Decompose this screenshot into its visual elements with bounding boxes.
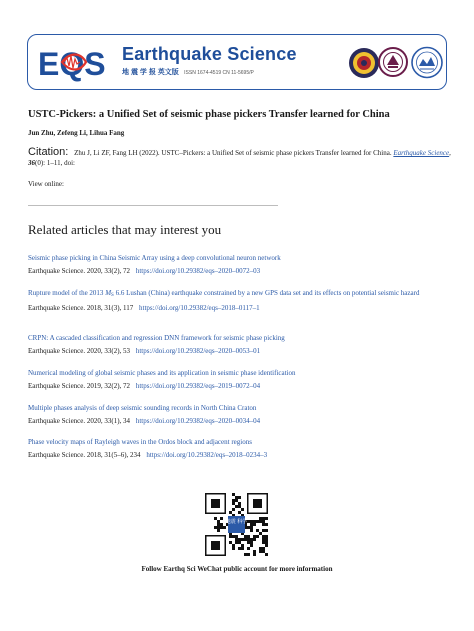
qr-module	[238, 511, 241, 514]
related-article-doi-link[interactable]: https://doi.org/10.29382/eqs–2020–0072–03	[135, 266, 261, 275]
qr-module	[238, 541, 241, 544]
journal-name: Earthquake Science	[122, 44, 297, 64]
citation-volume: 36	[28, 159, 35, 167]
related-article	[28, 289, 448, 313]
qr-module	[244, 535, 247, 538]
related-article-meta	[28, 382, 448, 392]
qr-module	[235, 496, 238, 499]
qr-module	[265, 535, 268, 538]
qr-module	[256, 535, 259, 538]
qr-module	[247, 541, 250, 544]
qr-module	[217, 523, 220, 526]
view-online-label: View online:	[28, 180, 64, 188]
journal-banner	[27, 34, 447, 90]
qr-module	[229, 535, 232, 538]
qr-module	[265, 538, 268, 541]
qr-module	[253, 550, 256, 553]
eqs-logo-icon	[36, 44, 116, 82]
qr-module	[262, 541, 265, 544]
related-article-doi-link[interactable]: https://doi.org/10.29382/eqs–2020–0034–04	[135, 416, 261, 425]
qr-module	[220, 517, 223, 520]
qr-module	[262, 529, 265, 532]
related-heading: Related articles that may interest you	[28, 222, 222, 237]
qr-module	[244, 538, 247, 541]
qr-module	[229, 511, 232, 514]
related-article-meta	[28, 347, 448, 357]
qr-module	[232, 493, 235, 496]
qr-module	[259, 517, 262, 520]
administration-seal-icon	[411, 46, 443, 79]
society-seal-icon	[348, 47, 380, 79]
qr-module	[253, 520, 256, 523]
qr-module	[223, 526, 226, 529]
qr-module	[262, 538, 265, 541]
qr-module	[232, 535, 235, 538]
qr-module	[247, 553, 250, 556]
related-article-source: Earthquake Science. 2020, 33(2), 72	[28, 266, 131, 275]
related-article-doi-link[interactable]: https://doi.org/10.29382/eqs–2020–0053–01	[135, 346, 261, 355]
related-article-title-link[interactable]: Multiple phases analysis of deep seismic sounding records in North China Craton	[28, 404, 257, 412]
qr-module	[259, 532, 262, 535]
qr-module	[262, 520, 265, 523]
related-article-title-link[interactable]	[28, 289, 419, 297]
qr-module	[265, 541, 268, 544]
qr-module	[220, 523, 223, 526]
magnitude-symbol: M	[105, 289, 112, 297]
qr-module	[232, 508, 235, 511]
qr-module	[217, 520, 220, 523]
logo-text: EQS	[38, 46, 106, 82]
qr-module	[214, 526, 217, 529]
qr-module	[265, 523, 268, 526]
qr-module	[265, 529, 268, 532]
qr-module	[241, 544, 244, 547]
qr-module	[238, 496, 241, 499]
qr-module	[232, 502, 235, 505]
qr-module	[244, 553, 247, 556]
citation-block: Citation: Zhu J, Li ZF, Fang LH (2022). USTC–Pickers: a Unified Set of seismic phase pickers Transfer learned for China. Earthquake Science, 36(0): 1–11, doi:	[28, 146, 451, 167]
citation-label: Citation:	[28, 146, 69, 158]
related-article-meta	[28, 451, 448, 461]
wechat-qr-code	[205, 493, 268, 556]
qr-module	[250, 541, 253, 544]
qr-module	[238, 502, 241, 505]
qr-module	[220, 526, 223, 529]
related-article-source: Earthquake Science. 2018, 31(5–6), 234	[28, 450, 141, 459]
qr-module	[247, 538, 250, 541]
qr-module	[232, 547, 235, 550]
qr-module	[241, 547, 244, 550]
qr-module	[238, 505, 241, 508]
article-title: USTC-Pickers: a Unified Set of seismic phase pickers Transfer learned for China	[28, 109, 390, 120]
qr-module	[235, 541, 238, 544]
qr-module	[238, 547, 241, 550]
qr-module	[235, 499, 238, 502]
qr-module	[262, 523, 265, 526]
journal-subtitle	[122, 67, 254, 77]
related-article-source: Earthquake Science. 2019, 32(2), 72	[28, 381, 131, 390]
qr-module	[259, 520, 262, 523]
qr-module	[253, 553, 256, 556]
qr-module	[262, 547, 265, 550]
related-article	[28, 404, 448, 426]
related-article-title-link[interactable]: Numerical modeling of global seismic phases and its application in seismic phase identification	[28, 369, 296, 377]
qr-module	[238, 538, 241, 541]
qr-module	[259, 547, 262, 550]
qr-module	[256, 520, 259, 523]
qr-finder-center	[211, 499, 220, 508]
qr-center-logo-text: 地震 科学	[225, 519, 248, 525]
journal-ids: ISSN 1674-4519 CN 11-5695/P	[184, 70, 254, 76]
qr-module	[241, 508, 244, 511]
qr-module	[253, 535, 256, 538]
qr-finder-center	[211, 541, 220, 550]
related-article-title-link[interactable]: Phase velocity maps of Rayleigh waves in the Ordos block and adjacent regions	[28, 438, 252, 446]
qr-module	[262, 517, 265, 520]
related-article-meta	[28, 267, 448, 277]
qr-module	[250, 523, 253, 526]
related-article-doi-link[interactable]: https://doi.org/10.29382/eqs–2018–0234–3	[146, 450, 268, 459]
qr-module	[265, 517, 268, 520]
qr-module	[217, 526, 220, 529]
qr-module	[247, 535, 250, 538]
qr-module	[253, 523, 256, 526]
qr-module	[232, 544, 235, 547]
related-article	[28, 334, 448, 356]
related-article-doi-link[interactable]: https://doi.org/10.29382/eqs–2018–0117–1	[139, 303, 260, 312]
qr-module	[229, 541, 232, 544]
journal-cn-name: 地 震 学 报 英文版	[122, 69, 179, 76]
qr-module	[247, 547, 250, 550]
magnitude-subscript: S	[111, 293, 114, 298]
article-authors: Jun Zhu, Zefeng Li, Lihua Fang	[28, 129, 125, 137]
qr-module	[250, 529, 253, 532]
qr-module	[265, 553, 268, 556]
citation-text: Zhu J, Li ZF, Fang LH (2022). USTC–Pickers: a Unified Set of seismic phase pickers Transfer learned for China.	[74, 149, 392, 157]
section-divider	[28, 205, 278, 206]
qr-module	[247, 520, 250, 523]
qr-module	[250, 544, 253, 547]
title-part: Rupture model of the 2013	[28, 289, 106, 297]
qr-module	[214, 517, 217, 520]
qr-module	[250, 538, 253, 541]
related-article-source: Earthquake Science. 2020, 33(2), 53	[28, 346, 131, 355]
qr-module	[250, 520, 253, 523]
qr-module	[262, 535, 265, 538]
qr-module	[262, 550, 265, 553]
qr-finder-center	[253, 499, 262, 508]
qr-module	[241, 538, 244, 541]
qr-module	[259, 550, 262, 553]
institute-seal-icon	[378, 47, 408, 77]
citation-tail: (0): 1–11, doi:	[35, 159, 75, 167]
related-article	[28, 438, 448, 460]
related-article	[28, 254, 448, 276]
qr-module	[253, 538, 256, 541]
qr-module	[265, 544, 268, 547]
qr-module	[235, 505, 238, 508]
qr-module	[250, 526, 253, 529]
related-article	[28, 369, 448, 391]
title-part: 6.6 Lushan (China) earthquake constrained by a new GPS data set and its effects on potential seismic hazard	[113, 289, 420, 297]
qr-module	[235, 535, 238, 538]
related-article-source: Earthquake Science. 2018, 31(3), 117	[28, 303, 134, 312]
qr-module	[256, 529, 259, 532]
qr-module	[232, 499, 235, 502]
related-article-title-link[interactable]: CRPN: A cascaded classification and regression DNN framework for seismic phase picking	[28, 334, 285, 342]
citation-journal-link[interactable]: Earthquake Science	[393, 149, 450, 157]
related-article-meta	[28, 304, 448, 314]
qr-module	[217, 529, 220, 532]
wechat-follow-caption: Follow Earthq Sci WeChat public account for more information	[141, 565, 333, 573]
qr-module	[235, 538, 238, 541]
qr-module	[247, 526, 250, 529]
related-article-meta	[28, 417, 448, 427]
related-article-doi-link[interactable]: https://doi.org/10.29382/eqs–2019–0072–04	[135, 381, 261, 390]
related-article-source: Earthquake Science. 2020, 33(1), 34	[28, 416, 131, 425]
related-article-title-link[interactable]: Seismic phase picking in China Seismic Array using a deep convolutional neuron network	[28, 254, 281, 262]
